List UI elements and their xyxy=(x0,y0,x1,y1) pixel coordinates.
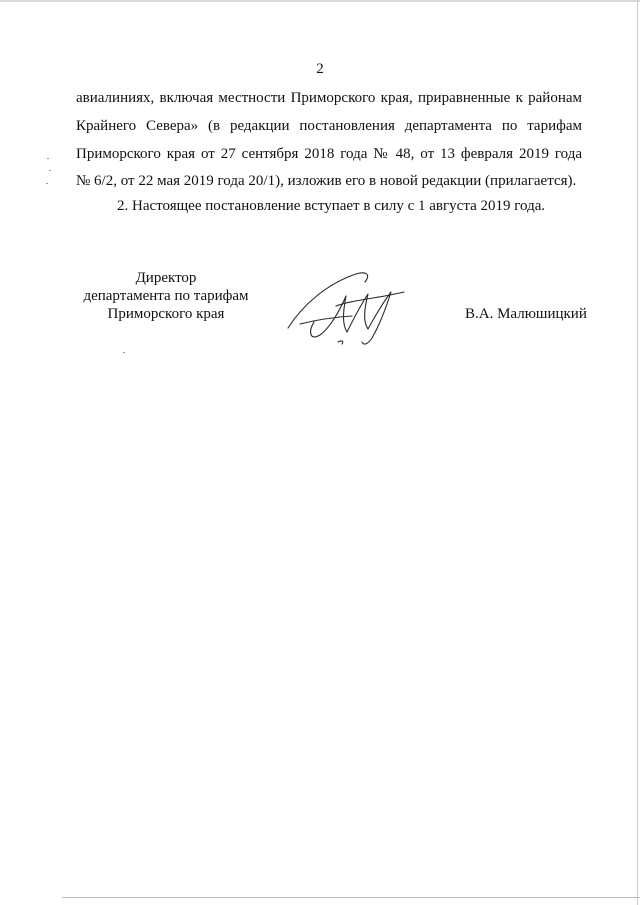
paragraph-1-line: авиалиниях, включая местности Приморского края, приравненные к районам xyxy=(76,90,582,106)
paragraph-1-line: Крайнего Севера» (в редакции постановления департамента по тарифам xyxy=(76,118,582,134)
scan-speck xyxy=(49,170,51,171)
scan-speck xyxy=(47,158,49,159)
signatory-title-line: Приморского края xyxy=(107,306,225,322)
signer-name: В.А. Малюшицкий xyxy=(465,306,587,322)
scan-edge-right xyxy=(637,0,638,905)
scan-edge-bottom xyxy=(62,897,640,898)
scan-speck xyxy=(123,352,125,353)
signatory-title-line: департамента по тарифам xyxy=(83,288,249,304)
paragraph-1-line: Приморского края от 27 сентября 2018 года № 48, от 13 февраля 2019 года xyxy=(76,146,582,162)
paragraph-2: 2. Настоящее постановление вступает в силу с 1 августа 2019 года. xyxy=(117,198,546,214)
scan-edge-top xyxy=(0,0,640,2)
scan-speck xyxy=(46,183,48,184)
signatory-title-line: Директор xyxy=(135,270,197,286)
handwritten-signature xyxy=(280,262,420,352)
paragraph-1-last-line: № 6/2, от 22 мая 2019 года 20/1), изложив его в новой редакции (прилагается). xyxy=(76,173,577,189)
page-number: 2 xyxy=(316,61,324,77)
